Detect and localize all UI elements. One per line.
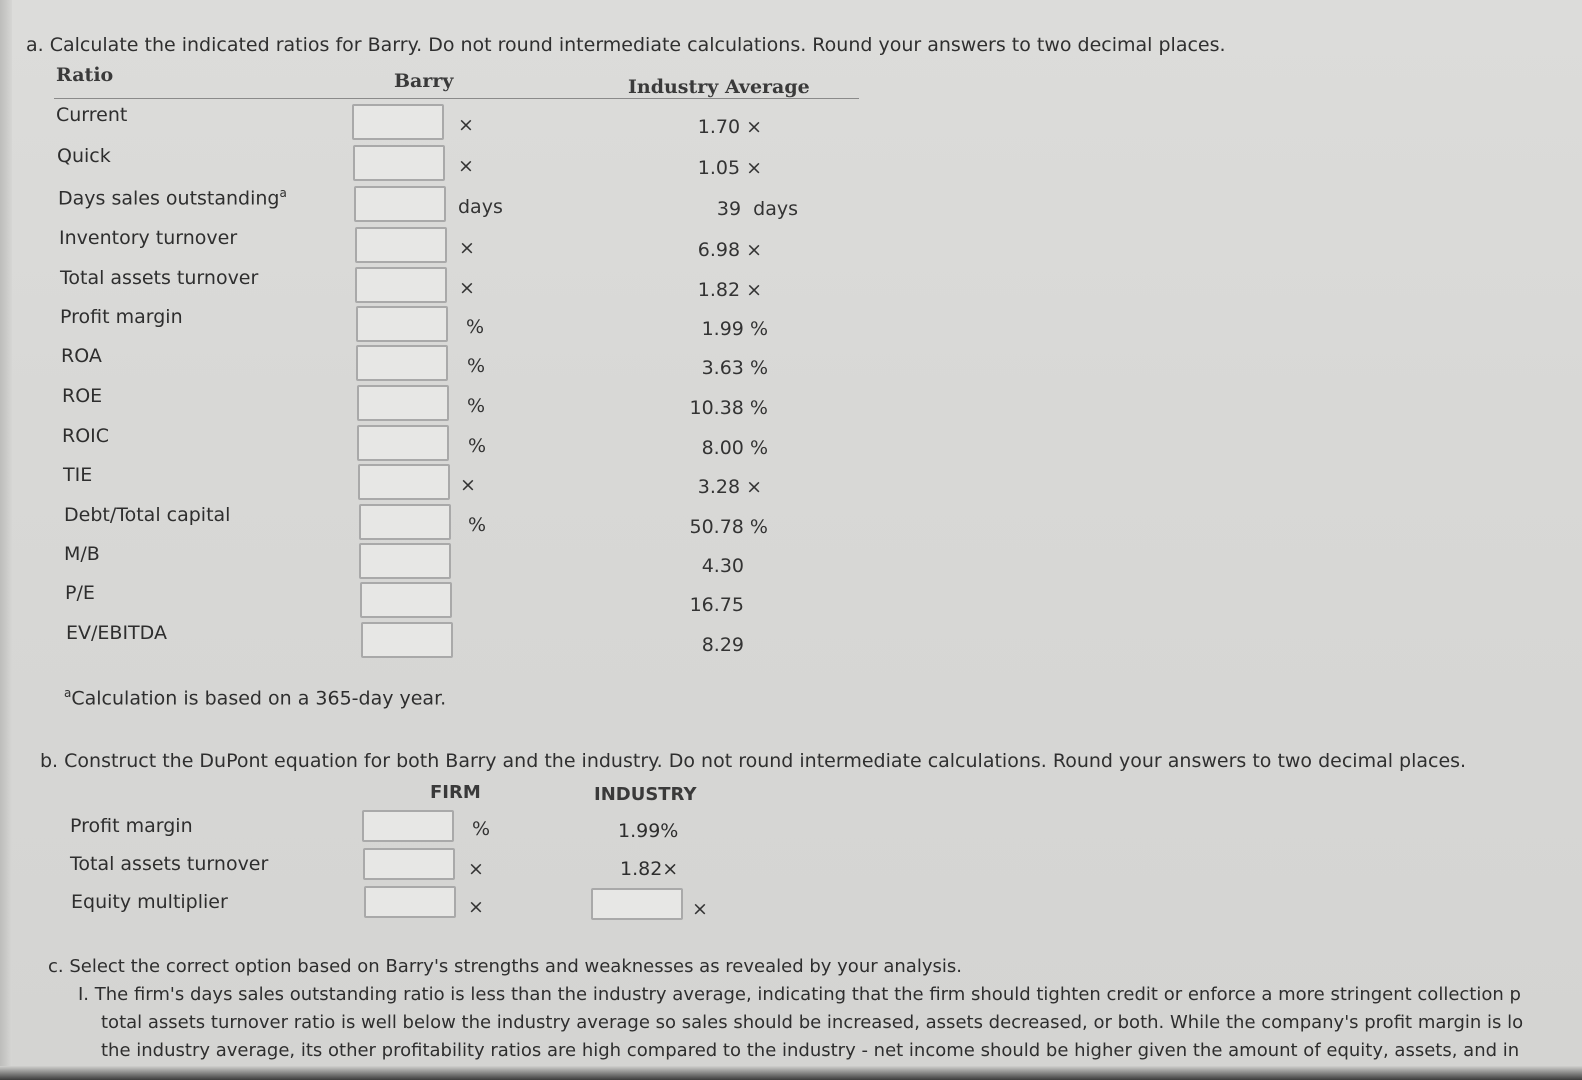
barry-unit: % [468, 435, 487, 457]
header-ratio: Ratio [56, 64, 114, 86]
ratio-label-text: Current [56, 104, 128, 126]
dupont-industry-equity-multiplier-input[interactable] [591, 888, 683, 920]
ratio-label [63, 464, 92, 486]
industry-average-value: 1.82 × [697, 279, 762, 301]
dupont-industry-profit-margin: 1.99% [618, 820, 679, 842]
dupont-firm-total-assets-turnover-input[interactable] [363, 848, 455, 880]
industry-average-value: 8.29 [701, 634, 744, 656]
barry-unit: × [459, 277, 475, 299]
dupont-label-equity-multiplier: Equity multiplier [71, 891, 228, 913]
ratio-label-text: P/E [65, 582, 95, 604]
industry-average-value: 3.28 × [697, 476, 762, 498]
industry-average-value: 39 days [716, 198, 798, 220]
ratio-label-text: ROA [61, 345, 102, 367]
ratio-label [58, 186, 287, 209]
dupont-unit-percent: % [472, 818, 491, 840]
ratio-label-text: ROIC [62, 425, 110, 447]
barry-ratio-input[interactable] [360, 582, 452, 618]
dupont-label-total-assets-turnover: Total assets turnover [70, 853, 269, 875]
barry-ratio-input[interactable] [356, 306, 448, 342]
ratio-label-text: Debt/Total capital [64, 504, 231, 526]
barry-ratio-input[interactable] [358, 464, 450, 500]
industry-average-value: 10.38 % [689, 397, 768, 419]
industry-average-value: 8.00 % [701, 437, 768, 459]
ratio-label-text: Inventory turnover [59, 227, 238, 249]
ratio-label [64, 543, 100, 565]
ratio-label [66, 622, 167, 644]
dupont-firm-profit-margin-input[interactable] [362, 810, 454, 842]
header-barry: Barry [394, 70, 454, 92]
barry-unit: % [467, 355, 486, 377]
ratio-label-text: Total assets turnover [60, 267, 259, 289]
industry-average-value: 50.78 % [689, 516, 768, 538]
dupont-industry-total-assets-turnover: 1.82× [620, 858, 679, 880]
ratio-label [59, 227, 237, 249]
footnote-marker: a [279, 186, 287, 200]
industry-average-value: 3.63 % [701, 357, 768, 379]
option-1-line-3[interactable]: the industry average, its other profitability ratios are high compared to the industry - net income should be higher given the amount of equity, assets, and in [101, 1040, 1520, 1061]
dupont-unit-times: × [468, 896, 484, 918]
industry-average-value: 1.70 × [697, 116, 762, 138]
ratio-label-text: M/B [64, 543, 100, 565]
header-industry-average: Industry Average [628, 76, 810, 98]
option-1-line-1[interactable]: I. The firm's days sales outstanding ratio is less than the industry average, indicating that the firm should tighten credit or enforce a more stringent collection p [78, 984, 1521, 1005]
header-divider [54, 98, 859, 99]
barry-unit: × [458, 155, 474, 177]
ratio-label [65, 582, 95, 604]
barry-unit: × [460, 474, 476, 496]
barry-unit: % [468, 514, 487, 536]
ratio-label-text: EV/EBITDA [66, 622, 167, 644]
barry-ratio-input[interactable] [352, 104, 444, 140]
ratio-label [57, 145, 111, 167]
ratio-label [60, 267, 258, 289]
dupont-unit-times: × [468, 858, 484, 880]
barry-ratio-input[interactable] [355, 267, 447, 303]
industry-average-value: 16.75 [689, 594, 744, 616]
barry-ratio-input[interactable] [359, 543, 451, 579]
barry-unit: % [467, 395, 486, 417]
header-industry: INDUSTRY [594, 784, 697, 805]
barry-ratio-input[interactable] [356, 345, 448, 381]
barry-unit: % [466, 316, 485, 338]
industry-average-value: 6.98 × [697, 239, 762, 261]
barry-unit: days [458, 196, 503, 218]
industry-average-value: 1.99 % [701, 318, 768, 340]
header-firm: FIRM [430, 782, 481, 803]
dupont-industry-unit-times: × [692, 898, 708, 920]
barry-ratio-input[interactable] [355, 227, 447, 263]
ratio-label [61, 345, 102, 367]
monitor-bezel [0, 1066, 1582, 1080]
part-a-title: a. Calculate the indicated ratios for Barry. Do not round intermediate calculations. Round your answers to two decimal places. [26, 34, 1226, 56]
ratio-label [64, 504, 230, 526]
ratio-label [60, 306, 183, 328]
option-1-line-2[interactable]: total assets turnover ratio is well below the industry average so sales should be increased, assets decreased, or both. While the company's profit margin is lo [101, 1012, 1524, 1033]
ratio-label-text: ROE [62, 385, 103, 407]
ratio-label-text: TIE [63, 464, 93, 486]
ratio-label [62, 425, 109, 447]
barry-ratio-input[interactable] [353, 145, 445, 181]
screen-edge [0, 0, 12, 1080]
footnote [64, 686, 446, 709]
part-c-title: c. Select the correct option based on Barry's strengths and weaknesses as revealed by your analysis. [48, 956, 962, 977]
barry-ratio-input[interactable] [361, 622, 453, 658]
ratio-label [56, 104, 127, 126]
industry-average-value: 1.05 × [697, 157, 762, 179]
footnote-text: Calculation is based on a 365-day year. [71, 687, 447, 710]
industry-average-value: 4.30 [701, 555, 744, 577]
ratio-label [62, 385, 102, 407]
dupont-label-profit-margin: Profit margin [70, 815, 193, 837]
ratio-label-text: Profit margin [60, 306, 183, 328]
barry-ratio-input[interactable] [357, 425, 449, 461]
barry-ratio-input[interactable] [354, 186, 446, 222]
barry-ratio-input[interactable] [357, 385, 449, 421]
part-b-title: b. Construct the DuPont equation for both Barry and the industry. Do not round intermediate calculations. Round your answers to two decimal places. [40, 750, 1467, 772]
ratio-label-text: Days sales outstanding [58, 187, 280, 210]
footnote-mark: a [64, 686, 72, 700]
ratio-label-text: Quick [57, 145, 111, 167]
barry-unit: × [458, 114, 474, 136]
barry-ratio-input[interactable] [359, 504, 451, 540]
dupont-firm-equity-multiplier-input[interactable] [364, 886, 456, 918]
barry-unit: × [459, 237, 475, 259]
